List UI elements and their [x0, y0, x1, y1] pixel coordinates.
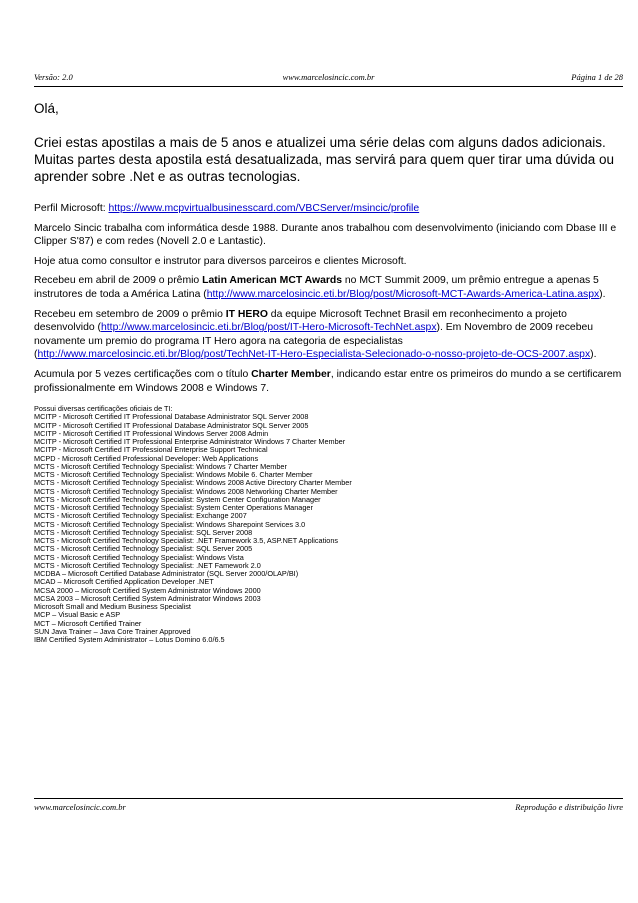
- certification-item: MCTS - Microsoft Certified Technology Specialist: .NET Framework 3.5, ASP.NET Applications: [34, 536, 339, 546]
- certification-item: MCITP - Microsoft Certified IT Professional Database Administrator SQL Server 2008: [34, 412, 309, 422]
- certification-item: SUN Java Trainer – Java Core Trainer Approved: [34, 626, 191, 636]
- certification-item: MCTS - Microsoft Certified Technology Specialist: Windows 2008 Networking Charter Member: [34, 486, 338, 496]
- certification-item: MCITP - Microsoft Certified IT Professional Windows Server 2008 Admin: [34, 428, 269, 438]
- certification-item: MCITP - Microsoft Certified IT Professional Enterprise Support Technical: [34, 445, 268, 455]
- award-ithero-link-2[interactable]: http://www.marcelosincic.eti.br/Blog/post/TechNet-IT-Hero-Especialista-Selecionado-o-nosso-projeto-de-OCS-2007.aspx: [37, 349, 591, 361]
- award-mct-text-mid: no MCT Summit 2009, um prêmio entregue a apenas 5 instrutores de toda a América Latina (: [34, 275, 599, 300]
- certification-item: MCTS - Microsoft Certified Technology Specialist: Windows 2008 Active Directory Charter Member: [34, 478, 352, 488]
- footer-license: Reprodução e distribuição livre: [515, 802, 623, 812]
- charter-title: Charter Member: [251, 368, 331, 380]
- award-ithero-text-mid2: ). Em Novembro de 2009 recebeu novamente um premio do programa IT Hero agora na categoria de especialistas (: [34, 322, 594, 361]
- document-body: [34, 100, 624, 644]
- certification-item: Microsoft Small and Medium Business Specialist: [34, 602, 191, 612]
- certification-item: IBM Certified System Administrator – Lotus Domino 6.0/6.5: [34, 635, 225, 645]
- award-ithero-text-pre: Recebeu em setembro de 2009 o prêmio: [34, 308, 226, 320]
- certification-item: MCTS - Microsoft Certified Technology Specialist: Windows Mobile 6. Charter Member: [34, 470, 313, 480]
- header-divider: [34, 86, 623, 87]
- certification-item: MCTS - Microsoft Certified Technology Specialist: .NET Famework 2.0: [34, 560, 261, 570]
- award-ithero-text-post: ).: [590, 349, 597, 361]
- charter-paragraph: [34, 368, 624, 395]
- award-mct-title: Latin American MCT Awards: [202, 275, 343, 287]
- certification-item: MCSA 2003 – Microsoft Certified System Administrator Windows 2003: [34, 593, 261, 603]
- certification-item: MCTS - Microsoft Certified Technology Specialist: Exchange 2007: [34, 511, 247, 521]
- award-mct-text-post: ).: [599, 288, 606, 300]
- certification-item: MCAD – Microsoft Certified Application Developer .NET: [34, 577, 214, 587]
- certification-list: [34, 405, 624, 644]
- certification-list-heading: Possui diversas certificações oficiais de TI:: [34, 404, 173, 414]
- award-mct-link[interactable]: http://www.marcelosincic.eti.br/Blog/post/Microsoft-MCT-Awards-America-Latina.aspx: [206, 288, 600, 300]
- profile-label: Perfil Microsoft:: [34, 203, 109, 214]
- footer-site: www.marcelosincic.com.br: [34, 802, 126, 812]
- footer-divider: [34, 798, 623, 799]
- profile-link[interactable]: https://www.mcpvirtualbusinesscard.com/VBCServer/msincic/profile: [108, 203, 420, 214]
- certification-item: MCTS - Microsoft Certified Technology Specialist: System Center Operations Manager: [34, 503, 313, 513]
- header-page-number: Página 1 de 28: [571, 72, 623, 82]
- page-footer: [34, 802, 623, 816]
- certification-item: MCTS - Microsoft Certified Technology Specialist: Windows Vista: [34, 552, 244, 562]
- certification-item: MCT – Microsoft Certified Trainer: [34, 618, 142, 628]
- intro-paragraph: Criei estas apostilas a mais de 5 anos e atualizei uma série delas com alguns dados adicionais. Muitas partes desta apostila está desatualizada, mas servirá para quem quer tirar uma dúvida ou aprender sobre .Net e as outras tecnologias.: [34, 135, 615, 184]
- certification-item: MCITP - Microsoft Certified IT Professional Enterprise Administrator Windows 7 Charter Member: [34, 437, 346, 447]
- career-paragraph: Marcelo Sincic trabalha com informática desde 1988. Durante anos trabalhou com desenvolvimento (iniciando com Dbase III e Clipper S'87) e com redes (Novell 2.0 e Lantastic).: [34, 222, 617, 248]
- certification-item: MCDBA – Microsoft Certified Database Administrator (SQL Server 2000/OLAP/BI): [34, 569, 299, 579]
- award-mct-text-pre: Recebeu em abril de 2009 o prêmio: [34, 275, 203, 287]
- greeting: Olá,: [34, 101, 59, 116]
- award-ithero-title: IT HERO: [225, 308, 268, 320]
- charter-text-pre: Acumula por 5 vezes certificações com o título: [34, 368, 252, 380]
- page-header: [34, 72, 623, 86]
- certification-item: MCTS - Microsoft Certified Technology Specialist: System Center Configuration Manager: [34, 494, 321, 504]
- certification-item: MCTS - Microsoft Certified Technology Specialist: SQL Server 2005: [34, 544, 253, 554]
- certification-item: MCPD - Microsoft Certified Professional Developer: Web Applications: [34, 453, 259, 463]
- award-mct-paragraph: [34, 274, 624, 301]
- certification-item: MCTS - Microsoft Certified Technology Specialist: Windows 7 Charter Member: [34, 461, 287, 471]
- certification-item: MCP – Visual Basic e ASP: [34, 610, 121, 620]
- certification-item: MCSA 2000 – Microsoft Certified System Administrator Windows 2000: [34, 585, 261, 595]
- profile-paragraph: [34, 202, 624, 216]
- certification-item: MCTS - Microsoft Certified Technology Specialist: Windows Sharepoint Services 3.0: [34, 519, 306, 529]
- certification-item: MCITP - Microsoft Certified IT Professional Database Administrator SQL Server 2005: [34, 420, 309, 430]
- header-site: www.marcelosincic.com.br: [282, 72, 375, 82]
- certification-item: MCTS - Microsoft Certified Technology Specialist: SQL Server 2008: [34, 527, 253, 537]
- today-paragraph: Hoje atua como consultor e instrutor para diversos parceiros e clientes Microsoft.: [34, 255, 407, 267]
- header-version: Versão: 2.0: [34, 72, 73, 82]
- award-ithero-link-1[interactable]: http://www.marcelosincic.eti.br/Blog/post/IT-Hero-Microsoft-TechNet.aspx: [101, 322, 437, 334]
- award-ithero-text-mid1: da equipe Microsoft Technet Brasil em reconhecimento a projeto desenvolvido (: [34, 308, 567, 334]
- charter-text-post: , indicando estar entre os primeiros do mundo a se certificarem profissionalmente em Windows 2008 e Windows 7.: [34, 368, 622, 394]
- award-ithero-paragraph: [34, 308, 624, 362]
